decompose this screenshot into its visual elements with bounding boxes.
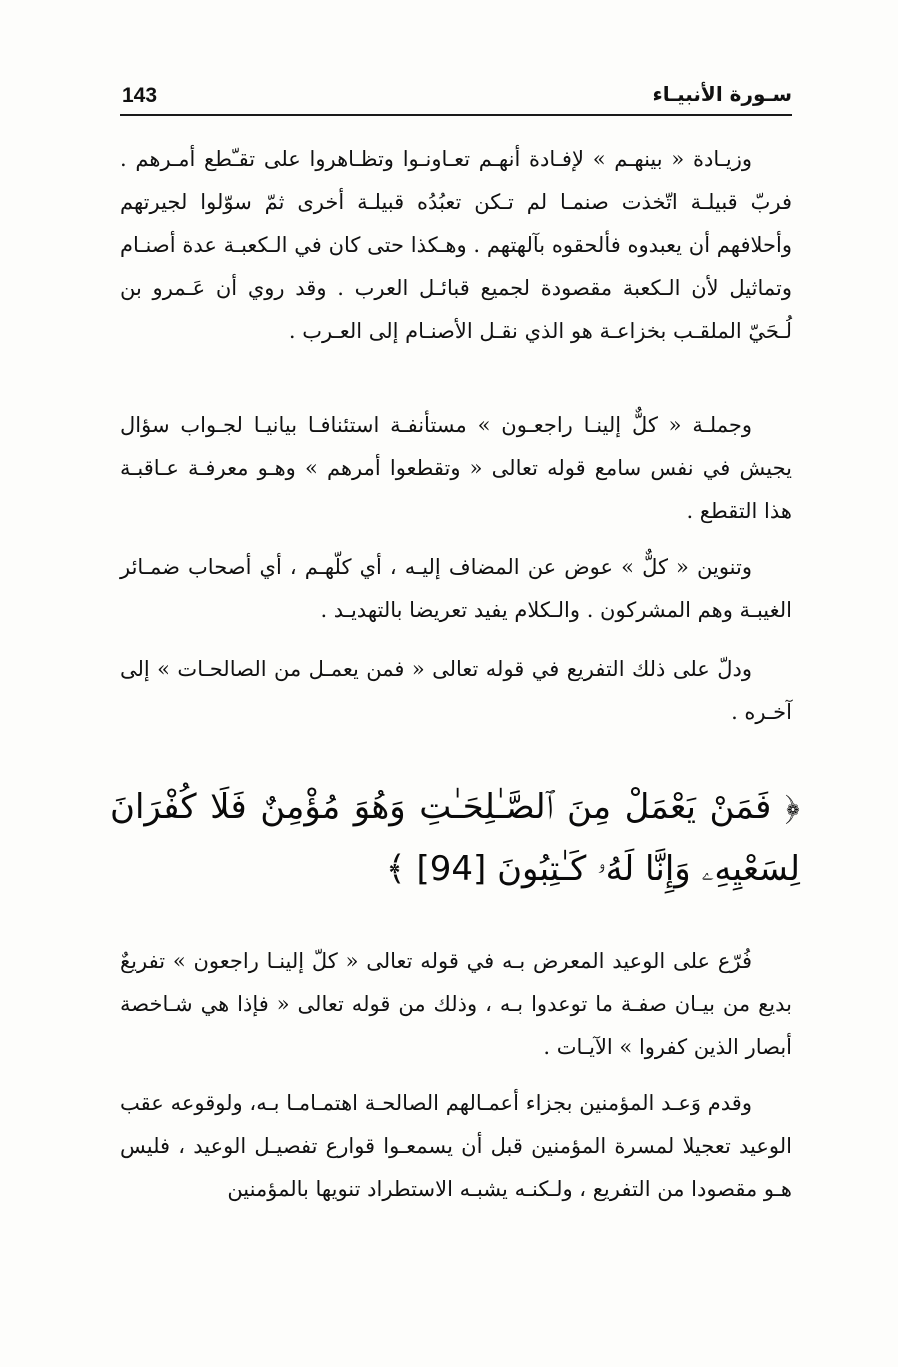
paragraph-kullun-ilayna: وجملـة « كلٌّ إلينـا راجعـون » مستأنفـة استئنافـا بيانيـا لجـواب سؤال يجيش في نفس سامع قوله تعالى « وتقطعوا أمرهم » وهـو معرفـة عـاقبـة هذا التقطع . <box>120 413 792 523</box>
paragraph-tanween-kullun: وتنوين « كلٌّ » عوض عن المضاف إليـه ، أي كلّهـم ، أي أصحاب ضمـائر الغيبـة وهم المشركون . والـكلام يفيد تعريضا بالتهديـد . <box>120 555 792 622</box>
paragraph-commentary-2: وقدم وَعـد المؤمنين بجزاء أعمـالهم الصالحـة اهتمـامـا بـه، ولوقوعه عقب الوعيد تعجيلا لمسرة المؤمنين قبل أن يسمعـوا قوارع تفصيـل الوعيد ، فليس هـو مقصودا من التفريع ، ولـكنـه يشبـه الاستطراد تنويها بالمؤمنين <box>120 1091 792 1201</box>
paragraph-commentary-1: فُرّع على الوعيد المعرض بـه في قوله تعالى « كلّ إلينـا راجعون » تفريعٌ بديع من بيـان صفـة ما توعدوا بـه ، وذلك من قوله تعالى « فإذا هي شـاخصة أبصار الذين كفروا » الآيـات . <box>120 949 792 1059</box>
page-header <box>120 80 792 116</box>
paragraph-bainahum: وزيـادة « بينهـم » لإفـادة أنهـم تعـاونـوا وتظـاهروا على تقـّطع أمـرهم . فربّ قبيلـة اتّخذت صنمـا لم تـكن تعبُدُه قبيلـة أخرى ثمّ سوّلوا لجيرتهم وأحلافهم أن يعبدوه فألحقوه بآلهتهم . وهـكذا حتى كان في الـكعبـة عدة أصنـام وتماثيل لأن الـكعبة مقصودة لجميع قبائـل العرب . وقد روي أن عَـمرو بن لُـحَيّ الملقـب بخزاعـة هو الذي نقـل الأصنـام إلى العـرب . <box>120 147 792 343</box>
quran-verse-94: ﴿ فَمَنْ يَعْمَلْ مِنَ ٱلصَّـٰلِحَـٰتِ وَهُوَ مُؤْمِنٌ فَلَا كُفْرَانَ لِسَعْيِهِۦ وَإِنَّا لَهُۥ كَـٰتِبُونَ [94] ﴾ <box>110 787 800 889</box>
page-number: 143 <box>122 84 158 107</box>
surah-title: سـورة الأنبيـاء <box>652 82 792 106</box>
paragraph-tafree: ودلّ على ذلك التفريع في قوله تعالى « فمن يعمـل من الصالحـات » إلى آخـره . <box>120 657 792 724</box>
